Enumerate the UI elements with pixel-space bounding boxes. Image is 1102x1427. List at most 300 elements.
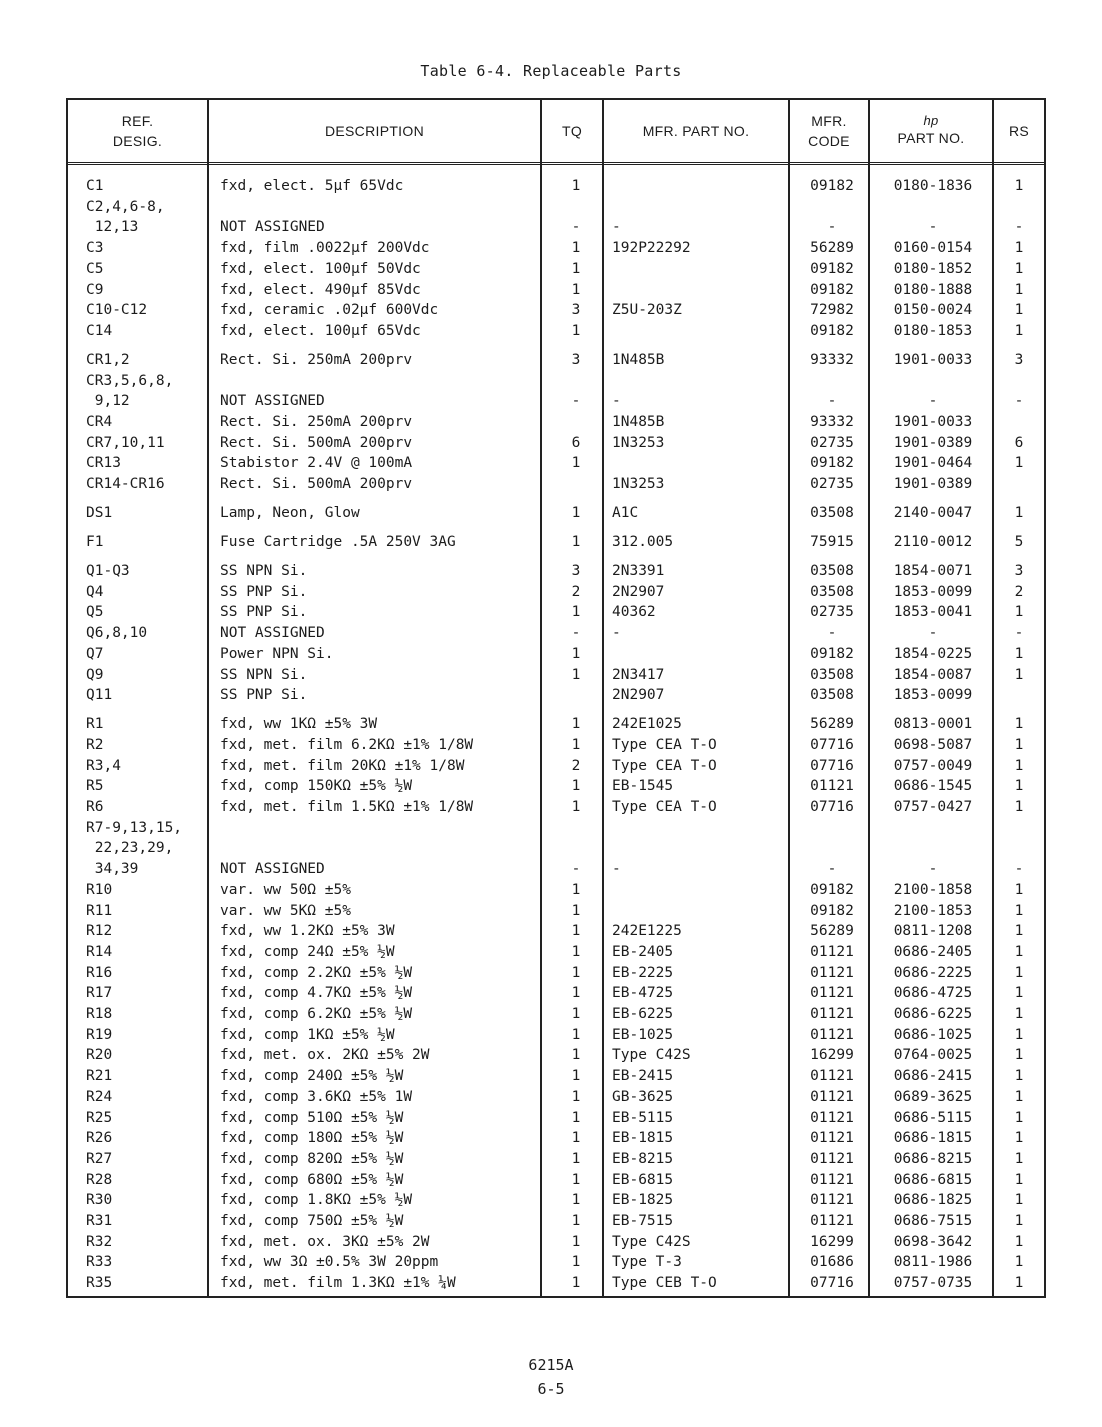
mfr-code-cell: 01121 [810,1068,854,1085]
mfr-code-cell: 09182 [810,645,854,662]
description-cell: var. ww 50Ω ±5% [220,881,351,898]
rs-cell: 1 [1014,1150,1024,1167]
hp-part-no-cell: 0686-7515 [893,1213,973,1229]
mfr-code-cell: 09182 [810,455,854,472]
mfr-part-no-cell: EB-6225 [612,1006,674,1022]
tq-cell: 1 [571,1171,581,1188]
table-row [68,714,1044,734]
ref-desig-cell: CR13 [86,455,121,472]
description-cell: Rect. Si. 500mA 200prv [220,476,413,493]
ref-desig-cell: 12,13 [86,219,139,236]
mfr-code-cell: 01121 [810,1006,854,1022]
hp-logo-icon: hp [923,113,939,128]
mfr-part-no-cell: 1N3253 [612,476,665,493]
table-row [68,602,1044,622]
ref-desig-cell: Q6,8,10 [86,625,148,642]
ref-desig-cell: R12 [86,923,113,940]
description-cell: Power NPN Si. [220,645,334,662]
mfr-code-cell: 03508 [810,687,854,704]
description-cell: SS NPN Si. [220,666,308,683]
rs-cell: 3 [1014,563,1024,580]
mfr-code-cell: 16299 [810,1233,854,1250]
mfr-code-cell: 07716 [810,757,854,774]
tq-cell: 1 [571,455,581,472]
hp-part-no-cell: 0764-0025 [893,1047,973,1064]
mfr-code-cell: 07716 [810,736,854,753]
table-row [68,685,1044,705]
ref-desig-cell: R16 [86,964,113,981]
tq-cell: 1 [571,1047,581,1064]
mfr-part-no-cell: 40362 [612,604,656,621]
description-cell: fxd, comp 24Ω ±5% ½W [220,943,395,960]
tq-cell: 1 [571,799,581,815]
description-cell: fxd, comp 3.6KΩ ±5% 1W [220,1088,413,1105]
description-cell: Fuse Cartridge .5A 250V 3AG [220,534,456,551]
description-cell: SS PNP Si. [220,687,308,704]
table-row [68,983,1044,1003]
table-row [68,838,1044,858]
tq-cell: 1 [571,645,581,662]
rs-cell: 1 [1014,281,1024,298]
tq-cell: 1 [571,1068,581,1085]
table-row [68,1128,1044,1148]
description-cell: fxd, comp 180Ω ±5% ½W [220,1130,404,1147]
mfr-part-no-cell: EB-6815 [612,1171,674,1188]
tq-cell: 6 [571,434,581,451]
rs-cell: 1 [1014,604,1024,621]
description-cell: fxd, comp 510Ω ±5% ½W [220,1109,404,1126]
mfr-code-cell: 03508 [810,666,854,683]
table-row [68,818,1044,838]
mfr-part-no-cell: 192P22292 [612,240,691,257]
mfr-part-no-cell: EB-7515 [612,1213,674,1229]
mfr-code-cell: 09182 [810,902,854,919]
table-row [68,217,1044,237]
description-cell: fxd, elect. 100µf 50Vdc [220,260,421,277]
description-cell: fxd, ww 1.2KΩ ±5% 3W [220,923,395,940]
mfr-part-no-cell: Z5U-203Z [612,302,682,319]
description-cell: Stabistor 2.4V @ 100mA [220,455,413,472]
hp-part-no-cell: 2110-0012 [893,534,973,551]
description-cell: NOT ASSIGNED [220,393,325,410]
hp-part-no-cell: 1901-0033 [893,413,973,430]
tq-cell: 1 [571,1213,581,1229]
mfr-part-no-cell: EB-2405 [612,943,674,960]
mfr-code-cell: 01121 [810,1026,854,1043]
ref-desig-cell: R6 [86,799,104,815]
rs-cell: 1 [1014,1130,1024,1147]
table-row [68,776,1044,796]
tq-cell: 1 [571,716,581,733]
ref-desig-cell: C14 [86,322,113,339]
rs-cell: 1 [1014,302,1024,319]
ref-desig-cell: R28 [86,1171,113,1188]
mfr-code-cell: 09182 [810,322,854,339]
mfr-code-cell: 02735 [810,434,854,451]
tq-cell: 1 [571,1109,581,1126]
ref-desig-cell: C1 [86,178,104,194]
mfr-part-no-cell: - [612,861,621,878]
model-number: 6215A [528,1356,574,1374]
hp-part-no-cell: - [928,393,938,410]
ref-desig-cell: C9 [86,281,104,298]
rs-cell: 3 [1014,351,1024,368]
table-row [68,1066,1044,1086]
description-cell: fxd, ceramic .02µf 600Vdc [220,302,439,319]
table-row [68,1252,1044,1272]
rs-cell: 1 [1014,736,1024,753]
rs-cell: 1 [1014,1233,1024,1250]
rs-cell: 1 [1014,1026,1024,1043]
mfr-code-cell: 07716 [810,799,854,815]
mfr-part-no-cell: Type C42S [612,1233,691,1250]
hp-part-no-cell: 0686-1815 [893,1130,973,1147]
mfr-part-no-cell: Type C42S [612,1047,691,1064]
mfr-code-cell: 01686 [810,1254,854,1271]
mfr-code-cell: 56289 [810,716,854,733]
tq-cell: 1 [571,666,581,683]
ref-desig-cell: R30 [86,1192,113,1209]
table-row [68,300,1044,320]
ref-desig-cell: R33 [86,1254,113,1271]
tq-cell: 1 [571,178,581,194]
rs-cell: 1 [1014,322,1024,339]
mfr-code-cell: 93332 [810,413,854,430]
ref-desig-cell: 9,12 [86,393,130,410]
header-divider [68,162,1044,165]
ref-desig-cell: R18 [86,1006,113,1022]
header-hp-part-no [870,100,992,162]
tq-cell: 1 [571,1006,581,1022]
hp-part-no-cell: 0686-1545 [893,778,973,795]
tq-cell: 1 [571,1275,581,1292]
ref-desig-cell: Q4 [86,583,104,600]
tq-cell: 1 [571,778,581,795]
hp-part-no-cell: 0811-1208 [893,923,973,940]
hp-part-no-cell: 2140-0047 [893,505,973,522]
tq-cell: 1 [571,964,581,981]
description-cell: fxd, comp 6.2KΩ ±5% ½W [220,1006,413,1022]
description-cell: Rect. Si. 250mA 200prv [220,351,413,368]
table-row [68,321,1044,341]
tq-cell: 1 [571,240,581,257]
rs-cell: 1 [1014,757,1024,774]
mfr-part-no-cell: 2N3391 [612,563,665,580]
tq-cell: 1 [571,881,581,898]
mfr-code-cell: 56289 [810,240,854,257]
table-row [68,280,1044,300]
hp-part-no-cell: 1901-0033 [893,351,973,368]
mfr-code-cell: - [827,861,837,878]
ref-desig-cell: R14 [86,943,113,960]
ref-desig-cell: CR3,5,6,8, [86,372,174,389]
description-cell: fxd, comp 750Ω ±5% ½W [220,1213,404,1229]
table-row [68,1273,1044,1293]
rs-cell: 5 [1014,534,1024,551]
mfr-code-cell: 01121 [810,778,854,795]
rs-cell: 6 [1014,434,1024,451]
mfr-code-cell: 07716 [810,1275,854,1292]
description-cell: fxd, comp 1KΩ ±5% ½W [220,1026,395,1043]
rs-cell: 1 [1014,260,1024,277]
mfr-code-cell: 93332 [810,351,854,368]
mfr-code-cell: - [827,219,837,236]
mfr-part-no-cell: A1C [612,505,639,522]
mfr-code-cell: 02735 [810,604,854,621]
ref-desig-cell: C5 [86,260,104,277]
mfr-part-no-cell: 2N2907 [612,583,665,600]
ref-desig-cell: R19 [86,1026,113,1043]
table-row [68,238,1044,258]
ref-desig-cell: Q5 [86,604,104,621]
table-row [68,921,1044,941]
description-cell: fxd, met. film 20KΩ ±1% 1/8W [220,757,465,774]
hp-part-no-cell: 0160-0154 [893,240,973,257]
ref-desig-cell: Q11 [86,687,113,704]
ref-desig-cell: R20 [86,1047,113,1064]
tq-cell: 1 [571,1150,581,1167]
tq-cell: 3 [571,563,581,580]
ref-desig-cell: R11 [86,902,113,919]
mfr-part-no-cell: Type CEA T-O [612,799,717,815]
header-mfr-part-no: MFR. PART NO. [642,123,750,139]
mfr-code-cell: 09182 [810,178,854,194]
rs-cell: 1 [1014,240,1024,257]
description-cell: fxd, comp 150KΩ ±5% ½W [220,778,413,795]
ref-desig-cell: R7-9,13,15, [86,819,183,836]
tq-cell: 1 [571,322,581,339]
description-cell: fxd, comp 4.7KΩ ±5% ½W [220,985,413,1002]
hp-part-no-cell: 1853-0041 [893,604,973,621]
ref-desig-cell: R2 [86,736,104,753]
header-hp-part-label: PART NO. [897,130,965,146]
table-row [68,350,1044,370]
ref-desig-cell: F1 [86,534,104,551]
mfr-part-no-cell: EB-2415 [612,1068,674,1085]
table-row [68,1087,1044,1107]
table-row [68,371,1044,391]
mfr-part-no-cell: 1N3253 [612,434,665,451]
hp-part-no-cell: 1854-0087 [893,666,973,683]
table-row [68,756,1044,776]
hp-part-no-cell: 0698-3642 [893,1233,973,1250]
rs-cell: 1 [1014,1006,1024,1022]
table-row [68,963,1044,983]
header-description: DESCRIPTION [325,123,424,139]
description-cell: SS PNP Si. [220,583,308,600]
ref-desig-cell: R10 [86,881,113,898]
mfr-code-cell: - [827,625,837,642]
hp-part-no-cell: - [928,861,938,878]
description-cell: SS NPN Si. [220,563,308,580]
rs-cell: - [1014,393,1024,410]
table-row [68,665,1044,685]
mfr-part-no-cell: GB-3625 [612,1088,674,1105]
ref-desig-cell: CR7,10,11 [86,434,165,451]
mfr-code-cell: 01121 [810,1109,854,1126]
hp-part-no-cell: 0686-5115 [893,1109,973,1126]
table-row [68,797,1044,817]
mfr-code-cell: 01121 [810,1213,854,1229]
tq-cell: 1 [571,985,581,1002]
mfr-code-cell: 03508 [810,505,854,522]
ref-desig-cell: R21 [86,1068,113,1085]
mfr-code-cell: 75915 [810,534,854,551]
rs-cell: - [1014,219,1024,236]
table-row [68,259,1044,279]
tq-cell: 3 [571,302,581,319]
table-row [68,1108,1044,1128]
hp-part-no-cell: 0686-6815 [893,1171,973,1188]
mfr-code-cell: 01121 [810,1150,854,1167]
mfr-part-no-cell: - [612,625,621,642]
hp-part-no-cell: 0757-0427 [893,799,973,815]
description-cell: var. ww 5KΩ ±5% [220,902,351,919]
rs-cell: 1 [1014,1254,1024,1271]
tq-cell: 1 [571,1026,581,1043]
hp-part-no-cell: 0686-6225 [893,1006,973,1022]
table-row [68,644,1044,664]
mfr-part-no-cell: 2N3417 [612,666,665,683]
table-row [68,1190,1044,1210]
tq-cell: 1 [571,1233,581,1250]
rs-cell: 1 [1014,1171,1024,1188]
hp-part-no-cell: 0180-1853 [893,322,973,339]
hp-part-no-cell: 1901-0389 [893,434,973,451]
tq-cell: 1 [571,902,581,919]
tq-cell: - [571,393,581,410]
rs-cell: 1 [1014,799,1024,815]
rs-cell: 1 [1014,964,1024,981]
rs-cell: 1 [1014,455,1024,472]
rs-cell: 1 [1014,1275,1024,1292]
ref-desig-cell: R32 [86,1233,113,1250]
ref-desig-cell: R25 [86,1109,113,1126]
ref-desig-cell: R17 [86,985,113,1002]
table-row [68,582,1044,602]
table-row [68,1211,1044,1231]
ref-desig-cell: DS1 [86,505,113,522]
mfr-part-no-cell: EB-4725 [612,985,674,1002]
mfr-part-no-cell: Type T-3 [612,1254,682,1271]
tq-cell: 1 [571,943,581,960]
mfr-code-cell: 03508 [810,563,854,580]
description-cell: NOT ASSIGNED [220,219,325,236]
rs-cell: 1 [1014,985,1024,1002]
rs-cell: - [1014,625,1024,642]
description-cell: fxd, elect. 490µf 85Vdc [220,281,421,298]
hp-part-no-cell: 2100-1853 [893,902,973,919]
mfr-code-cell: 09182 [810,260,854,277]
ref-desig-cell: Q9 [86,666,104,683]
description-cell: fxd, met. ox. 2KΩ ±5% 2W [220,1047,430,1064]
mfr-part-no-cell: 242E1225 [612,923,682,940]
mfr-code-cell: 09182 [810,881,854,898]
mfr-part-no-cell: Type CEB T-O [612,1275,717,1292]
tq-cell: 1 [571,1130,581,1147]
hp-part-no-cell: 0686-2405 [893,943,973,960]
mfr-code-cell: 01121 [810,964,854,981]
mfr-part-no-cell: EB-1545 [612,778,674,795]
rs-cell: 1 [1014,666,1024,683]
hp-part-no-cell: 1853-0099 [893,687,973,704]
table-row [68,880,1044,900]
mfr-code-cell: 56289 [810,923,854,940]
ref-desig-cell: R1 [86,716,104,733]
description-cell: fxd, met. film 1.3KΩ ±1% ¼W [220,1275,456,1292]
rs-cell: 1 [1014,923,1024,940]
table-row [68,1025,1044,1045]
table-row [68,735,1044,755]
tq-cell: 1 [571,260,581,277]
rs-cell: 1 [1014,716,1024,733]
ref-desig-cell: R3,4 [86,757,121,774]
description-cell: fxd, met. film 6.2KΩ ±1% 1/8W [220,736,474,753]
ref-desig-cell: R24 [86,1088,113,1105]
mfr-code-cell: 02735 [810,476,854,493]
ref-desig-cell: C3 [86,240,104,257]
table-row [68,901,1044,921]
hp-part-no-cell: 2100-1858 [893,881,973,898]
hp-part-no-cell: 0811-1986 [893,1254,973,1271]
rs-cell: 1 [1014,1213,1024,1229]
table-row [68,1004,1044,1024]
hp-part-no-cell: 0686-1825 [893,1192,973,1209]
rs-cell: 1 [1014,943,1024,960]
mfr-part-no-cell: 1N485B [612,351,665,368]
tq-cell: 2 [571,583,581,600]
mfr-part-no-cell: EB-5115 [612,1109,674,1126]
description-cell: fxd, elect. 5µf 65Vdc [220,178,404,194]
description-cell: fxd, film .0022µf 200Vdc [220,240,430,257]
parts-table [66,98,1046,1298]
mfr-part-no-cell: EB-2225 [612,964,674,981]
tq-cell: 1 [571,604,581,621]
description-cell: fxd, comp 820Ω ±5% ½W [220,1150,404,1167]
rs-cell: 1 [1014,1109,1024,1126]
mfr-part-no-cell: 1N485B [612,413,665,430]
header-ref-desig: REF. DESIG. [112,113,163,149]
ref-desig-cell: 22,23,29, [86,840,174,857]
description-cell: fxd, comp 680Ω ±5% ½W [220,1171,404,1188]
description-cell: fxd, ww 1KΩ ±5% 3W [220,716,378,733]
rs-cell: 2 [1014,583,1024,600]
table-row [68,391,1044,411]
description-cell: NOT ASSIGNED [220,625,325,642]
tq-cell: 1 [571,923,581,940]
mfr-code-cell: 01121 [810,1192,854,1209]
description-cell: Rect. Si. 500mA 200prv [220,434,413,451]
mfr-part-no-cell: 312.005 [612,534,674,551]
hp-part-no-cell: 0180-1888 [893,281,973,298]
mfr-part-no-cell: EB-8215 [612,1150,674,1167]
hp-part-no-cell: - [928,219,938,236]
hp-part-no-cell: 0813-0001 [893,716,973,733]
mfr-code-cell: 01121 [810,1130,854,1147]
description-cell: fxd, met. ox. 3KΩ ±5% 2W [220,1233,430,1250]
ref-desig-cell: Q7 [86,645,104,662]
mfr-part-no-cell: EB-1815 [612,1130,674,1147]
rs-cell: 1 [1014,881,1024,898]
table-row [68,197,1044,217]
table-row [68,503,1044,523]
ref-desig-cell: CR1,2 [86,351,130,368]
description-cell: fxd, ww 3Ω ±0.5% 3W 20ppm [220,1254,439,1271]
tq-cell: 1 [571,1088,581,1105]
rs-cell: 1 [1014,178,1024,194]
rs-cell: 1 [1014,1068,1024,1085]
table-row [68,412,1044,432]
